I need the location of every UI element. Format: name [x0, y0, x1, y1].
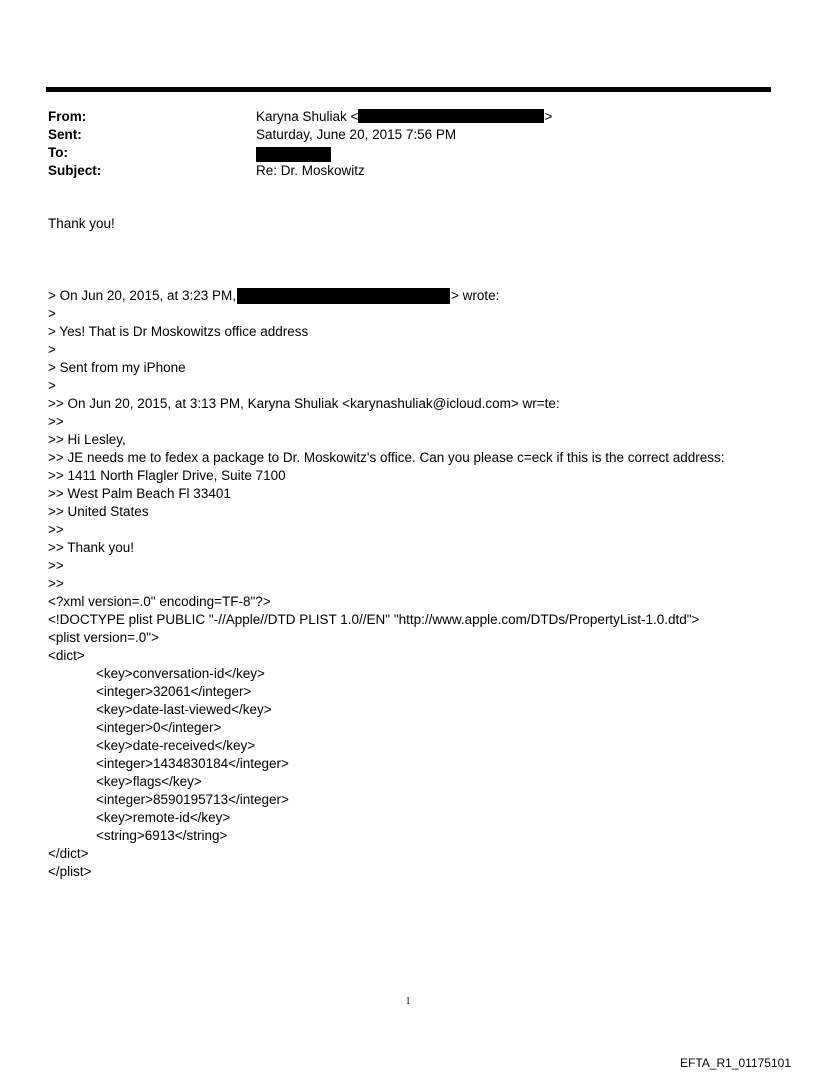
- page-number: 1: [405, 996, 411, 1007]
- redaction-block: [237, 288, 450, 304]
- quote-intro-line: [48, 287, 778, 305]
- body-line: </plist>: [48, 864, 92, 879]
- quoted-lines: [48, 305, 778, 665]
- body-line: <integer>0</integer>: [96, 720, 222, 735]
- plist-closing-lines: [48, 845, 778, 881]
- plist-dict-lines: [48, 665, 778, 845]
- body-line: >: [48, 306, 56, 321]
- body-line: <integer>1434830184</integer>: [96, 756, 289, 771]
- body-line: >> On Jun 20, 2015, at 3:13 PM, Karyna Shuliak <karynashuliak@icloud.com> wr=te:: [48, 396, 560, 411]
- subject-label: Subject:: [48, 163, 102, 178]
- body-line: >>: [48, 414, 64, 429]
- body-line: <integer>8590195713</integer>: [96, 792, 289, 807]
- body-line: <string>6913</string>: [96, 828, 228, 843]
- body-line: <!DOCTYPE plist PUBLIC "-//Apple//DTD PLIST 1.0//EN" "http://www.apple.com/DTDs/PropertyList-1.0.dtd">: [48, 612, 700, 627]
- body-line: </dict>: [48, 846, 89, 861]
- body-line: >: [48, 378, 56, 393]
- body-line: >>: [48, 558, 64, 573]
- body-line: <?xml version=.0" encoding=TF-8"?>: [48, 594, 271, 609]
- redaction-block: [256, 147, 331, 162]
- header-divider: [46, 87, 771, 92]
- from-name: Karyna Shuliak <: [256, 109, 359, 124]
- sent-value: Saturday, June 20, 2015 7:56 PM: [256, 127, 457, 142]
- body-line: >>: [48, 522, 64, 537]
- quoted-body: [48, 287, 778, 881]
- body-line: <key>date-last-viewed</key>: [96, 702, 272, 717]
- body-line: <dict>: [48, 648, 85, 663]
- body-line: <key>flags</key>: [96, 774, 202, 789]
- body-line: >> United States: [48, 504, 149, 519]
- body-line: >> Thank you!: [48, 540, 135, 555]
- quote-intro-after: > wrote:: [451, 288, 500, 303]
- from-close: >: [544, 109, 553, 124]
- body-line: >: [48, 342, 56, 357]
- body-line: <key>remote-id</key>: [96, 810, 231, 825]
- subject-row: [48, 162, 768, 180]
- greeting-text: Thank you!: [48, 216, 115, 231]
- body-line: <key>date-received</key>: [96, 738, 256, 753]
- body-line: >> 1411 North Flagler Drive, Suite 7100: [48, 468, 286, 483]
- subject-value: Re: Dr. Moskowitz: [256, 163, 365, 178]
- body-line: >> Hi Lesley,: [48, 432, 126, 447]
- to-value: [256, 144, 331, 162]
- body-line: <key>conversation-id</key>: [96, 666, 265, 681]
- body-line: >> West Palm Beach Fl 33401: [48, 486, 231, 501]
- to-row: [48, 144, 768, 162]
- from-value: [256, 108, 552, 126]
- from-row: [48, 108, 768, 126]
- to-label: To:: [48, 145, 68, 160]
- document-id: EFTA_R1_01175101: [680, 1056, 791, 1070]
- email-header: [48, 108, 768, 180]
- body-line: <plist version=.0">: [48, 630, 159, 645]
- body-line: <integer>32061</integer>: [96, 684, 252, 699]
- body-line: >>: [48, 576, 64, 591]
- body-line: >> JE needs me to fedex a package to Dr. Moskowitz's office. Can you please c=eck if this is the correct address:: [48, 450, 725, 465]
- from-label: From:: [48, 109, 87, 124]
- sent-label: Sent:: [48, 127, 82, 142]
- body-line: > Yes! That is Dr Moskowitzs office address: [48, 324, 309, 339]
- body-line: > Sent from my iPhone: [48, 360, 186, 375]
- sent-row: [48, 126, 768, 144]
- redaction-block: [358, 109, 544, 123]
- quote-intro-before: > On Jun 20, 2015, at 3:23 PM,: [48, 288, 236, 303]
